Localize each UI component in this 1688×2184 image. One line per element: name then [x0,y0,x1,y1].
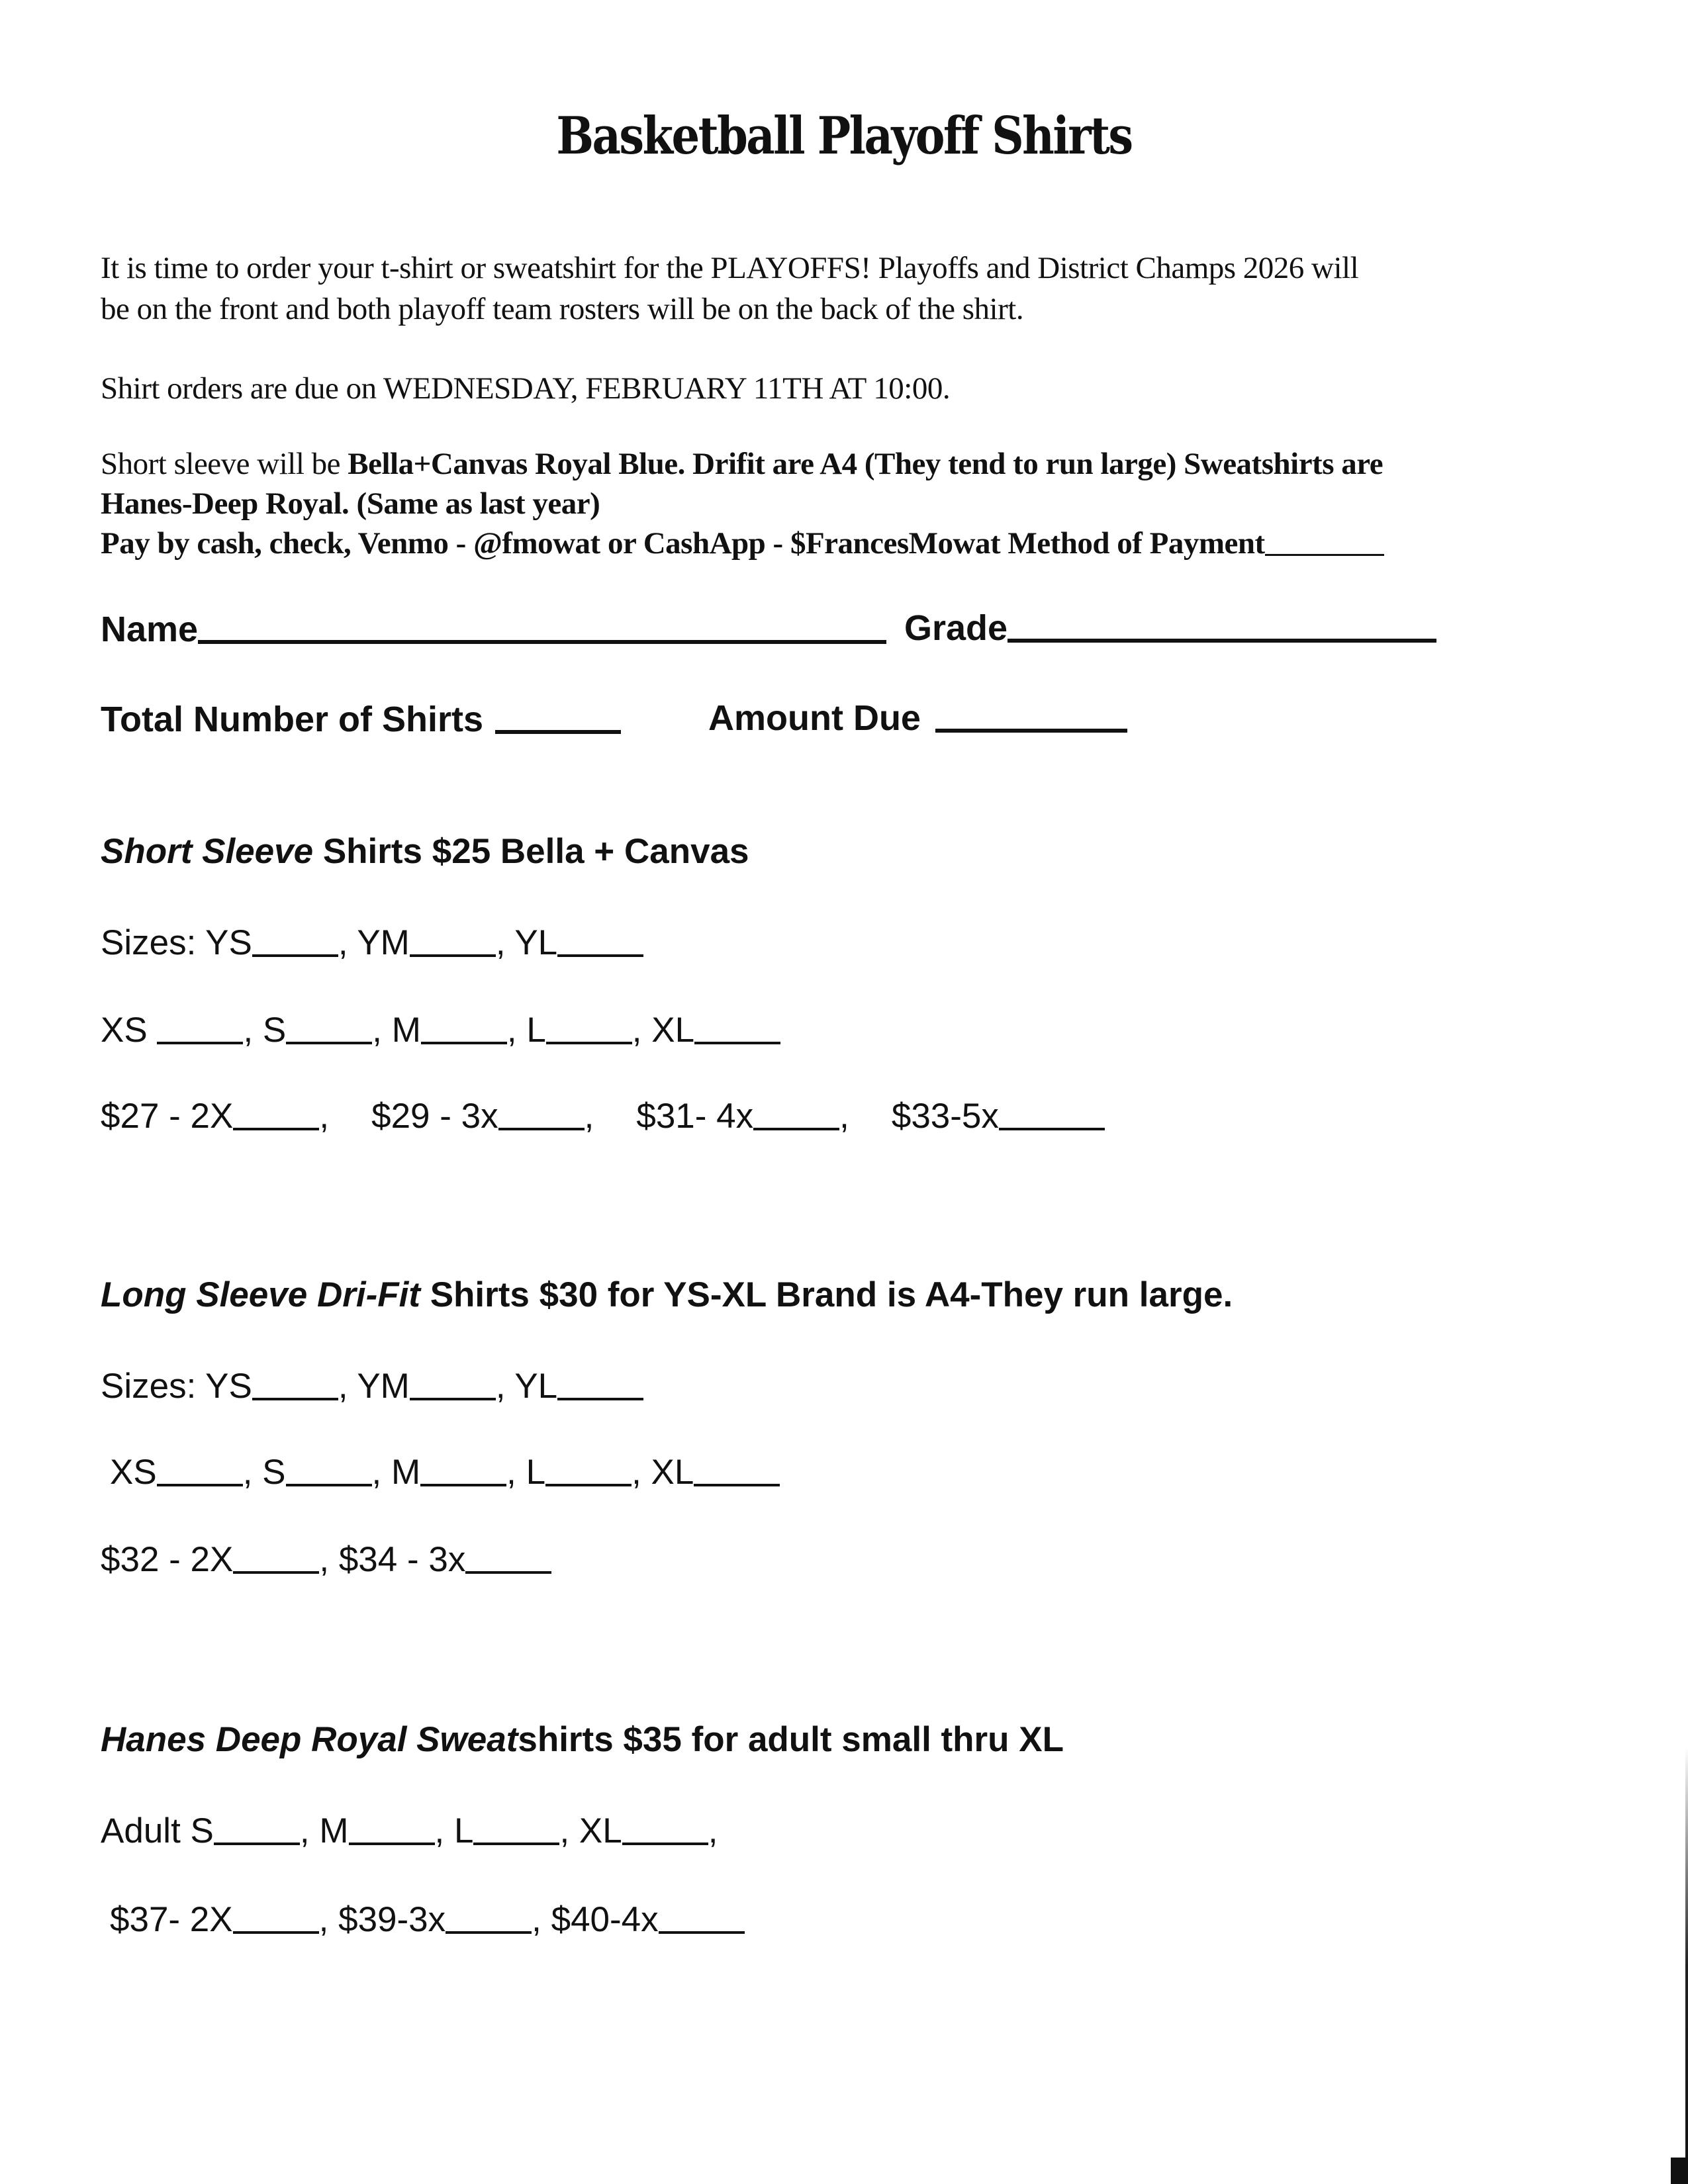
size-label-ym: YM [357,923,410,962]
ss-yl-input[interactable] [557,954,643,957]
ss-l-input[interactable] [546,1042,632,1044]
size-label-m: M [319,1811,349,1850]
total-shirts-input[interactable] [495,730,621,734]
size-label-s: S [262,1011,287,1050]
name-label: Name [101,610,199,649]
ls-yl-input[interactable] [557,1398,643,1400]
sw-s-input[interactable] [214,1843,300,1845]
short-sleeve-heading-italic: Short Sleeve [101,832,314,871]
sweatshirt-plus-row: $37- 2X , $39-3x , $40-4x [110,1899,745,1940]
size-label-xs: XS [101,1011,158,1050]
ss-3x-input[interactable] [498,1128,585,1130]
ss-xs-input[interactable] [157,1042,243,1044]
ls-xs-input[interactable] [157,1484,243,1486]
ss-ym-input[interactable] [410,954,496,957]
ss-ys-input[interactable] [252,954,338,957]
size-label-l: L [526,1011,546,1050]
long-sleeve-heading [101,1275,1233,1315]
size-label-l: L [526,1453,546,1492]
sw-3x-input[interactable] [445,1931,532,1934]
name-field-row [101,609,886,650]
amount-due-label: Amount Due [708,698,921,738]
scan-edge [1685,0,1688,2184]
size-label-ym: YM [357,1367,410,1406]
name-input[interactable] [198,640,886,644]
adult-label: Adult [101,1811,191,1850]
sizes-label: Sizes: [101,923,206,962]
total-shirts-row [101,699,621,740]
amount-due-row [708,698,1127,739]
details-line-2: Hanes-Deep Royal. (Same as last year) [101,486,600,521]
sw-4x-input[interactable] [659,1931,745,1934]
size-label-2x: $27 - 2X [101,1097,234,1136]
ss-2x-input[interactable] [233,1128,319,1130]
details-line-1-bold: Bella+Canvas Royal Blue. Drifit are A4 (They tend to run large) Sweatshirts are [348,447,1383,481]
due-date-line: Shirt orders are due on WEDNESDAY, FEBRUARY 11TH AT 10:00. [101,371,951,406]
dri-fit-italic: Dri-Fit [316,1275,420,1314]
short-sleeve-heading [101,831,749,872]
long-sleeve-adult-row: XS , S , M , L , XL [110,1452,780,1492]
size-label-s: S [190,1811,214,1850]
short-sleeve-youth-row: Sizes: YS , YM , YL [101,923,643,963]
short-sleeve-plus-row: $27 - 2X , $29 - 3x , $31- 4x , $33-5x [101,1096,1105,1136]
long-sleeve-heading-italic: Long Sleeve [101,1275,308,1314]
sw-2x-input[interactable] [233,1931,319,1934]
details-line-1-normal: Short sleeve will be [101,447,348,481]
size-label-ys: YS [205,923,252,962]
size-label-4x: $40-4x [551,1900,659,1939]
sweatshirt-adult-row: Adult S , M , L , XL , [101,1811,718,1850]
long-sleeve-youth-row: Sizes: YS , YM , YL [101,1366,643,1406]
size-label-2x: $32 - 2X [101,1540,234,1579]
sw-l-input[interactable] [473,1843,559,1845]
ls-l-input[interactable] [545,1484,632,1486]
long-sleeve-plus-row: $32 - 2X , $34 - 3x [101,1539,551,1580]
grade-input[interactable] [1008,639,1436,643]
long-sleeve-heading-text: Shirts $30 for YS-XL Brand is A4-They run large. [420,1275,1233,1314]
ls-xl-input[interactable] [694,1484,780,1486]
sweatshirt-heading-italic: Hanes Deep Royal Sweat [101,1720,518,1759]
ss-xl-input[interactable] [694,1042,780,1044]
ls-m-input[interactable] [420,1484,506,1486]
sw-xl-input[interactable] [622,1843,708,1845]
payment-line [101,525,1384,561]
size-label-2x: $37- 2X [110,1900,233,1939]
sweatshirt-heading [101,1719,1064,1760]
grade-label: Grade [904,608,1008,648]
intro-line-2: be on the front and both playoff team rosters will be on the back of the shirt. [101,292,1024,326]
page-title: Basketball Playoff Shirts [556,106,1132,166]
size-label-l: L [453,1811,474,1850]
size-label-xl: XL [579,1811,622,1850]
sweatshirt-heading-text: shirts $35 for adult small thru XL [518,1720,1064,1759]
size-label-xl: XL [651,1011,695,1050]
size-label-m: M [391,1011,421,1050]
size-label-m: M [391,1453,421,1492]
size-label-ys: YS [205,1367,252,1406]
ss-m-input[interactable] [421,1042,507,1044]
ls-s-input[interactable] [286,1484,372,1486]
size-label-4x: $31- 4x [636,1097,754,1136]
ls-ys-input[interactable] [252,1398,338,1400]
intro-line-1: It is time to order your t-shirt or sweatshirt for the PLAYOFFS! Playoffs and District Champs 2026 will [101,251,1359,285]
size-label-3x: $39-3x [338,1900,446,1939]
size-label-xl: XL [651,1453,694,1492]
sw-m-input[interactable] [349,1843,435,1845]
payment-method-blank[interactable] [1265,554,1384,556]
ss-4x-input[interactable] [753,1128,839,1130]
size-label-xs: XS [110,1453,157,1492]
ls-3x-input[interactable] [465,1571,551,1574]
size-label-5x: $33-5x [891,1097,999,1136]
details-line-1 [101,446,1383,482]
size-label-s: S [262,1453,286,1492]
payment-line-text: Pay by cash, check, Venmo - @fmowat or CashApp - $FrancesMowat Method of Payment [101,526,1265,561]
scan-corner-mark [1671,2158,1688,2184]
ss-s-input[interactable] [286,1042,372,1044]
size-label-yl: YL [514,1367,558,1406]
ls-ym-input[interactable] [410,1398,496,1400]
short-sleeve-adult-row: XS , S , M , L , XL [101,1010,780,1050]
sizes-label: Sizes: [101,1367,206,1406]
ls-2x-input[interactable] [233,1571,319,1574]
size-label-3x: $34 - 3x [338,1540,466,1579]
ss-5x-input[interactable] [999,1128,1105,1130]
grade-field-row [904,608,1436,649]
total-shirts-label: Total Number of Shirts [101,700,484,739]
size-label-3x: $29 - 3x [371,1097,498,1136]
short-sleeve-heading-text: Shirts $25 Bella + Canvas [313,832,749,871]
amount-due-input[interactable] [935,729,1127,733]
size-label-yl: YL [514,923,558,962]
